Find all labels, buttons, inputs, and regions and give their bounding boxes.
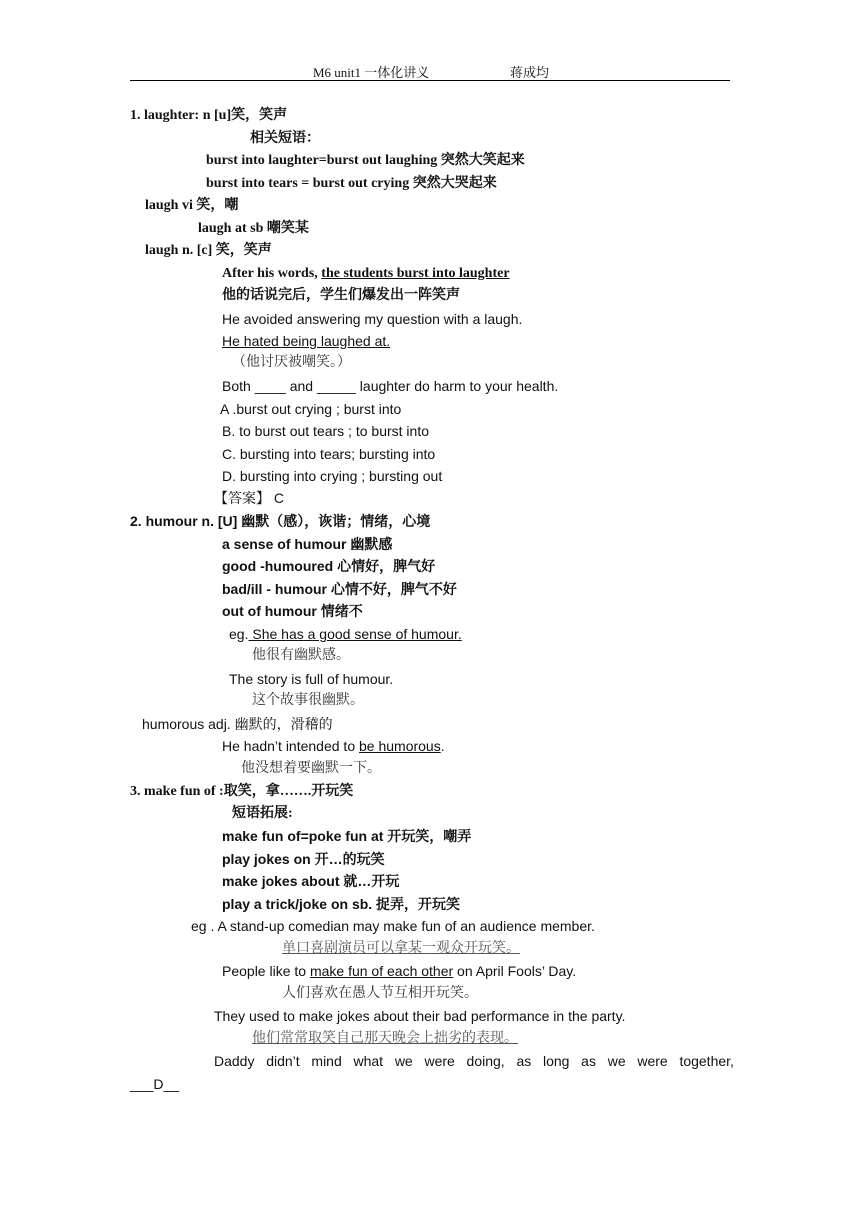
example-line	[222, 962, 576, 980]
item-3-title: 3. make fun of :取笑，拿…….开玩笑	[130, 784, 354, 799]
underlined-text: the students burst into laughter	[321, 266, 510, 281]
question-word: mind	[311, 1053, 342, 1069]
question-word: as	[516, 1053, 532, 1069]
header-author: 蒋成均	[510, 65, 550, 80]
example-line	[222, 737, 445, 755]
phrase-line: burst into tears = burst out crying 突然大哭起来	[206, 176, 497, 191]
question-word: together,	[679, 1053, 734, 1069]
phrase-line: good -humoured 心情好，脾气好	[222, 558, 436, 574]
phrase-line: out of humour 情绪不	[222, 603, 363, 619]
question-word: we	[394, 1053, 413, 1069]
definition-line: laugh n. [c] 笑，笑声	[145, 243, 272, 258]
example-text: on April Fools’ Day.	[453, 963, 577, 979]
translation-line: 他们常常取笑自己那天晚会上拙劣的表现。	[252, 1031, 518, 1046]
example-text: He hadn’t intended to	[222, 738, 359, 754]
eg-label: eg.	[229, 626, 249, 642]
answer-line: 【答案】 C	[214, 490, 284, 506]
example-line: They used to make jokes about their bad performance in the party.	[214, 1008, 626, 1024]
phrase-line: play a trick/joke on sb. 捉弄，开玩笑	[222, 896, 461, 912]
example-line	[222, 265, 510, 283]
option-c: C. bursting into tears; bursting into	[222, 446, 436, 462]
phrase-line: burst into laughter=burst out laughing 突然大笑起来	[206, 153, 525, 168]
question-word: long	[542, 1053, 570, 1069]
question-word: doing,	[466, 1053, 505, 1069]
example-line: He hated being laughed at.	[222, 333, 391, 349]
phrase-line: a sense of humour 幽默感	[222, 536, 393, 552]
translation-line: 他很有幽默感。	[252, 648, 350, 663]
item-1-title: 1. laughter: n [u]笑，笑声	[130, 108, 288, 123]
translation-line: 他没想着要幽默一下。	[241, 761, 381, 776]
example-line: He avoided answering my question with a laugh.	[222, 311, 523, 327]
humorous-def: humorous adj. 幽默的，滑稽的	[142, 716, 333, 732]
question-line	[214, 1052, 734, 1070]
translation-line: 单口喜剧演员可以拿某一观众开玩笑。	[282, 941, 520, 956]
option-b: B. to burst out tears ; to burst into	[222, 423, 429, 439]
question-word: what	[353, 1053, 384, 1069]
phrase-line: play jokes on 开…的玩笑	[222, 851, 385, 867]
option-a: A .burst out crying ; burst into	[220, 401, 402, 417]
example-text: After his words,	[222, 266, 322, 281]
phrase-line: make jokes about 就…开玩	[222, 873, 400, 889]
option-d: D. bursting into crying ; bursting out	[222, 468, 443, 484]
question-line: Both ____ and _____ laughter do harm to your health.	[222, 378, 559, 394]
phrase-line: bad/ill - humour 心情不好，脾气不好	[222, 581, 457, 597]
example-line: eg . A stand-up comedian may make fun of an audience member.	[191, 918, 595, 934]
question-word: as	[581, 1053, 596, 1069]
header-unit: M6 unit1 一体化讲义	[313, 65, 430, 80]
answer-blank: ___D__	[130, 1076, 180, 1092]
question-word: were	[637, 1053, 668, 1069]
translation-line: 这个故事很幽默。	[252, 693, 364, 708]
phrase-expansion-label: 短语拓展:	[232, 806, 293, 821]
example-line	[229, 625, 462, 643]
question-word: we	[607, 1053, 626, 1069]
item-2-title: 2. humour n. [U] 幽默（感），诙谐；情绪，心境	[130, 513, 431, 529]
question-word: Daddy	[214, 1053, 255, 1069]
related-phrases-label: 相关短语：	[250, 131, 320, 146]
example-text: People like to	[222, 963, 310, 979]
definition-line	[142, 715, 333, 733]
translation-line: （他讨厌被嘲笑。）	[232, 355, 351, 370]
phrase-line: make fun of=poke fun at 开玩笑，嘲弄	[222, 828, 472, 844]
underlined-text: She has a good sense of humour.	[248, 626, 462, 642]
translation-line: 他的话说完后，学生们爆发出一阵笑声	[222, 288, 460, 303]
example-text: .	[440, 738, 445, 754]
phrase-line: laugh at sb 嘲笑某	[198, 221, 309, 236]
page-header	[130, 60, 730, 81]
question-word: didn’t	[266, 1053, 300, 1069]
question-word: were	[424, 1053, 455, 1069]
translation-line: 人们喜欢在愚人节互相开玩笑。	[282, 986, 478, 1001]
example-line: The story is full of humour.	[229, 671, 394, 687]
underlined-text: be humorous	[359, 738, 441, 754]
underlined-text: make fun of each other	[309, 963, 454, 979]
definition-line: laugh vi 笑，嘲	[145, 198, 239, 213]
